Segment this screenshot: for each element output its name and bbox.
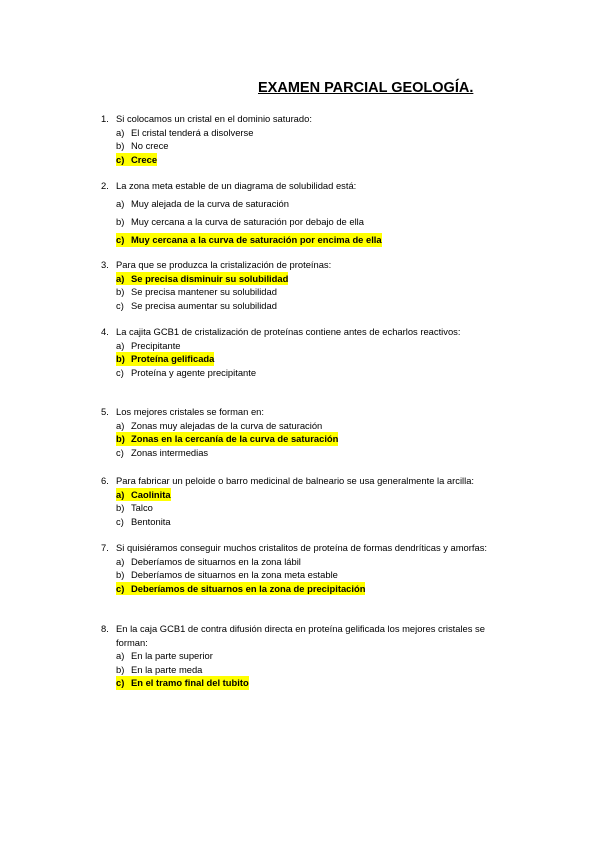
option-text: Deberíamos de situarnos en la zona meta estable	[131, 569, 338, 580]
answer-option-selected	[116, 233, 511, 247]
option-text: Deberíamos de situarnos en la zona lábil	[131, 555, 301, 567]
option-letter: a)	[116, 198, 125, 209]
option-letter: a)	[116, 650, 125, 661]
option-letter: c)	[116, 153, 131, 167]
option-letter: a)	[116, 339, 125, 351]
option-letter: a)	[116, 126, 125, 138]
question-stem	[101, 405, 511, 419]
answer-option-selected	[116, 582, 511, 596]
option-letter: c)	[116, 582, 131, 596]
answer-option	[116, 419, 511, 433]
option-letter: b)	[116, 140, 125, 151]
answer-option	[116, 501, 511, 515]
question-stem	[101, 112, 511, 126]
option-text: Proteína y agente precipitante	[131, 366, 257, 378]
option-text: Zonas intermedias	[131, 446, 209, 458]
question-stem	[101, 179, 511, 193]
option-text: Zonas muy alejadas de la curva de saturación	[131, 419, 323, 431]
question-number: 4.	[101, 326, 109, 337]
option-letter: b)	[116, 286, 125, 297]
option-letter: b)	[116, 216, 125, 227]
option-text: Bentonita	[131, 515, 171, 527]
option-letter: a)	[116, 419, 125, 431]
answer-option-selected	[116, 676, 511, 690]
question-number: 1.	[101, 113, 109, 124]
option-letter: c)	[116, 676, 131, 690]
option-letter: a)	[116, 555, 125, 567]
option-text: Caolinita	[131, 488, 171, 500]
answer-option	[116, 299, 511, 313]
option-letter: c)	[116, 366, 124, 378]
option-letter: c)	[116, 446, 124, 458]
answer-option	[116, 366, 511, 380]
question-text: Si colocamos un cristal en el dominio saturado:	[116, 113, 312, 124]
question-7	[101, 541, 511, 595]
option-text: En el tramo final del tubito	[131, 677, 249, 688]
option-text: Crece	[131, 153, 158, 165]
question-stem	[101, 541, 511, 555]
question-text: En la caja GCB1 de contra difusión directa en proteína gelificada los mejores cristales se forman:	[116, 623, 485, 648]
answer-option	[116, 126, 511, 140]
option-text: Precipitante	[131, 339, 181, 351]
option-letter: c)	[116, 233, 131, 247]
answer-option	[116, 139, 511, 153]
option-text: Se precisa disminuir su solubilidad	[131, 272, 289, 284]
question-1	[101, 112, 511, 166]
option-letter: c)	[116, 515, 124, 527]
answer-option	[116, 215, 511, 229]
question-5	[101, 405, 511, 459]
option-text: Talco	[131, 502, 153, 513]
question-stem	[101, 474, 511, 488]
answer-option	[116, 568, 511, 582]
option-text: En la parte meda	[131, 663, 203, 675]
question-number: 5.	[101, 406, 109, 417]
question-text: Si quisiéramos conseguir muchos cristalitos de proteína de formas dendríticas y amorfas:	[116, 542, 487, 553]
answer-option	[116, 555, 511, 569]
option-text: Se precisa mantener su solubilidad	[131, 286, 277, 297]
question-3	[101, 258, 511, 312]
answer-option	[116, 339, 511, 353]
option-text: Muy alejada de la curva de saturación	[131, 198, 289, 209]
option-text: Muy cercana a la curva de saturación por encima de ella	[131, 234, 382, 245]
question-text: La cajita GCB1 de cristalización de proteínas contiene antes de echarlos reactivos:	[116, 326, 461, 337]
option-letter: b)	[116, 352, 131, 366]
option-text: En la parte superior	[131, 650, 213, 661]
option-text: No crece	[131, 140, 169, 151]
answer-option-selected	[116, 272, 511, 286]
question-stem	[101, 325, 511, 339]
question-number: 8.	[101, 623, 109, 634]
question-stem	[101, 622, 511, 649]
answer-option-selected	[116, 432, 511, 446]
answer-option-selected	[116, 488, 511, 502]
question-text: Para fabricar un peloide o barro medicinal de balneario se usa generalmente la arcilla:	[116, 475, 475, 486]
question-text: Los mejores cristales se forman en:	[116, 406, 264, 417]
option-letter: b)	[116, 502, 125, 513]
question-4	[101, 325, 511, 379]
answer-option	[116, 515, 511, 529]
answer-option-selected	[116, 153, 511, 167]
page-title: EXAMEN PARCIAL GEOLOGÍA.	[258, 80, 474, 96]
question-text: Para que se produzca la cristalización de proteínas:	[116, 259, 332, 270]
question-stem	[101, 258, 511, 272]
question-number: 3.	[101, 259, 109, 270]
question-6	[101, 474, 511, 528]
answer-option-selected	[116, 352, 511, 366]
question-number: 7.	[101, 542, 109, 553]
question-2	[101, 179, 511, 247]
answer-option	[116, 663, 511, 677]
option-text: El cristal tenderá a disolverse	[131, 126, 254, 138]
option-text: Zonas en la cercanía de la curva de saturación	[131, 433, 339, 444]
option-letter: a)	[116, 488, 131, 502]
option-text: Se precisa aumentar su solubilidad	[131, 299, 277, 311]
answer-option	[116, 285, 511, 299]
option-letter: c)	[116, 299, 124, 311]
option-letter: a)	[116, 272, 131, 286]
answer-option	[116, 446, 511, 460]
question-8	[101, 622, 511, 690]
question-number: 2.	[101, 180, 109, 191]
option-text: Proteína gelificada	[131, 353, 215, 364]
question-number: 6.	[101, 475, 109, 486]
answer-option	[116, 649, 511, 663]
option-text: Deberíamos de situarnos en la zona de precipitación	[131, 582, 366, 594]
option-text: Muy cercana a la curva de saturación por debajo de ella	[131, 216, 364, 227]
option-letter: b)	[116, 569, 125, 580]
option-letter: b)	[116, 663, 125, 675]
answer-option	[116, 197, 511, 211]
question-text: La zona meta estable de un diagrama de solubilidad está:	[116, 180, 357, 191]
option-letter: b)	[116, 432, 131, 446]
